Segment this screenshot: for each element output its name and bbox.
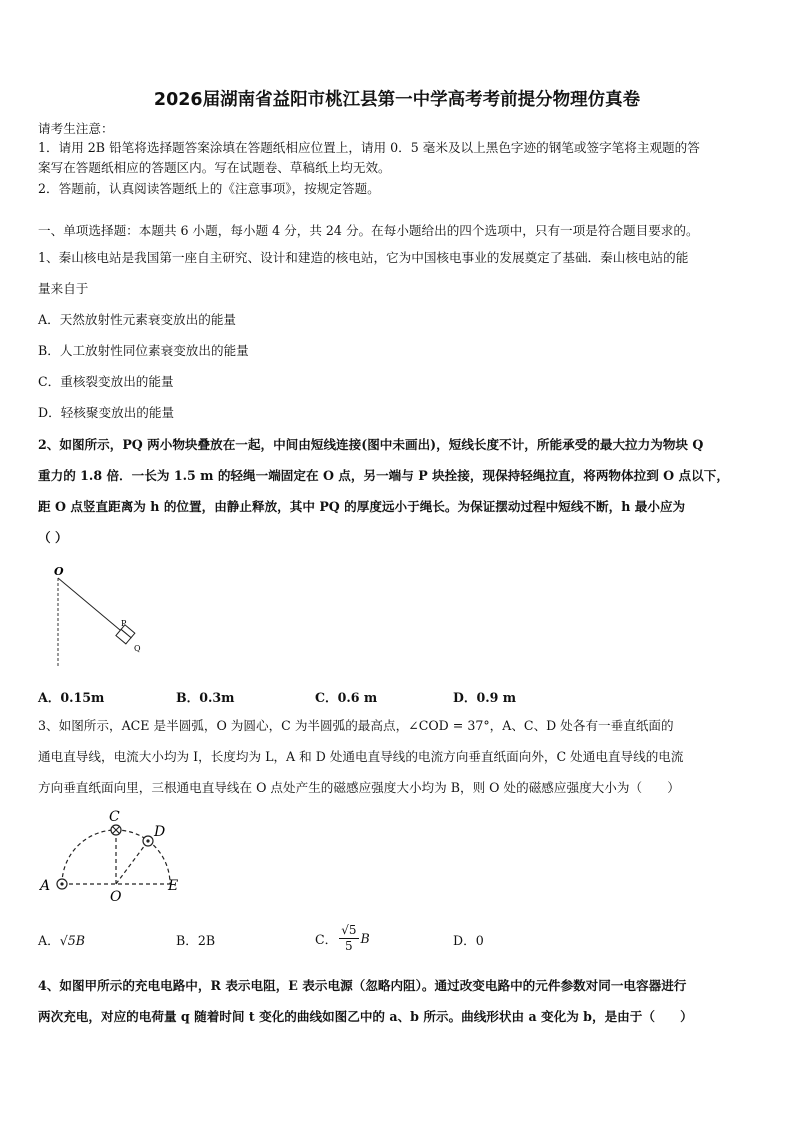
notice-item-1-line-2: 案写在答题纸相应的答题区内。写在试题卷、草稿纸上均无效。 <box>38 160 391 175</box>
q3-stem-line-3: 方向垂直纸面向里，三根通电直导线在 O 点处产生的磁感应强度大小均为 B，则 O 处的磁感应强度大小为（ ） <box>38 780 680 795</box>
q3-semicircle-figure <box>36 806 196 906</box>
q2-stem-line-4: （ ） <box>38 530 68 545</box>
q2-stem-line-3: 距 O 点竖直距离为 h 的位置，由静止释放，其中 PQ 的厚度远小于绳长。为保证摆动过程中短线不断，h 最小应为 <box>38 499 686 514</box>
section-heading: 一、单项选择题：本题共 6 小题，每小题 4 分，共 24 分。在每小题给出的四个选项中，只有一项是符合题目要求的。 <box>38 223 699 238</box>
q3-wire-c <box>111 825 121 835</box>
q3-label-a: A <box>40 878 51 894</box>
q1-option-b: B．人工放射性同位素衰变放出的能量 <box>38 343 249 358</box>
q1-option-d: D．轻核聚变放出的能量 <box>38 405 175 420</box>
q4-stem-line-2: 两次充电，对应的电荷量 q 随着时间 t 变化的曲线如图乙中的 a、b 所示。曲线形状由 a 变化为 b，是由于（ ） <box>38 1009 693 1024</box>
q2-option-c: C．0.6 m <box>315 690 378 705</box>
q3-label-e: E <box>168 878 179 894</box>
q2-option-d: D．0.9 m <box>453 690 517 705</box>
q3-wire-a <box>57 879 67 889</box>
q3-wire-d <box>143 836 153 846</box>
q3-label-c: C <box>109 809 120 825</box>
q3-option-b: B．2B <box>176 933 216 948</box>
q2-stem-line-1: 2、如图所示，PQ 两小物块叠放在一起，中间由短线连接(图中未画出)，短线长度不计，所能承受的最大拉力为物块 Q <box>38 437 704 452</box>
q3-option-a <box>38 930 85 949</box>
q2-label-q: Q <box>134 644 141 653</box>
q3-line-od <box>116 841 148 884</box>
q3-stem-line-1: 3、如图所示，ACE 是半圆弧，O 为圆心，C 为半圆弧的最高点，∠COD = 37°，A、C、D 处各有一垂直纸面的 <box>38 718 674 733</box>
page-title: 2026届湖南省益阳市桃江县第一中学高考考前提分物理仿真卷 <box>153 90 641 110</box>
q4-stem-line-1: 4、如图甲所示的充电电路中，R 表示电阻，E 表示电源（忽略内阻）。通过改变电路中的元件参数对同一电容器进行 <box>38 978 687 993</box>
notice-item-1-line-1: 1．请用 2B 铅笔将选择题答案涂填在答题纸相应位置上，请用 0．5 毫米及以上黑色字迹的钢笔或签字笔将主观题的答 <box>38 140 700 155</box>
notice-heading: 请考生注意： <box>38 121 114 136</box>
q3-option-c-prefix: C． <box>315 931 338 947</box>
q2-label-p: P <box>121 619 127 628</box>
q3-label-d: D <box>154 824 166 840</box>
q2-rope <box>58 578 120 630</box>
q3-option-d: D．0 <box>453 933 484 948</box>
q3-option-c-numerator: √5 <box>341 922 357 937</box>
q2-label-o: O <box>54 565 64 578</box>
notice-item-2: 2．答题前，认真阅读答题纸上的《注意事项》，按规定答题。 <box>38 181 380 196</box>
q3-option-a-value: √5B <box>59 933 85 948</box>
q2-pendulum-figure <box>40 560 160 672</box>
q3-option-a-prefix: A． <box>38 933 60 948</box>
q2-stem-line-2: 重力的 1.8 倍．一长为 1.5 m 的轻绳一端固定在 O 点，另一端与 P 块拴接，现保持轻绳拉直，将两物体拉到 O 点以下， <box>38 468 729 483</box>
q3-option-c-denominator: 5 <box>345 938 353 953</box>
q3-option-c-fraction <box>339 923 358 954</box>
q1-stem-line-2: 量来自于 <box>38 281 89 296</box>
q3-option-c-unit: B <box>360 930 370 946</box>
q1-option-c: C．重核裂变放出的能量 <box>38 374 174 389</box>
q2-option-a: A．0.15m <box>38 690 105 705</box>
q2-option-b: B．0.3m <box>176 690 235 705</box>
q3-label-o: O <box>110 889 122 905</box>
q1-stem-line-1: 1、秦山核电站是我国第一座自主研究、设计和建造的核电站，它为中国核电事业的发展奠定了基础．秦山核电站的能 <box>38 250 689 265</box>
q1-option-a: A．天然放射性元素衰变放出的能量 <box>38 312 237 327</box>
q3-option-c <box>315 918 370 958</box>
q3-stem-line-2: 通电直导线，电流大小均为 I，长度均为 L，A 和 D 处通电直导线的电流方向垂直纸面向外，C 处通电直导线的电流 <box>38 749 684 764</box>
